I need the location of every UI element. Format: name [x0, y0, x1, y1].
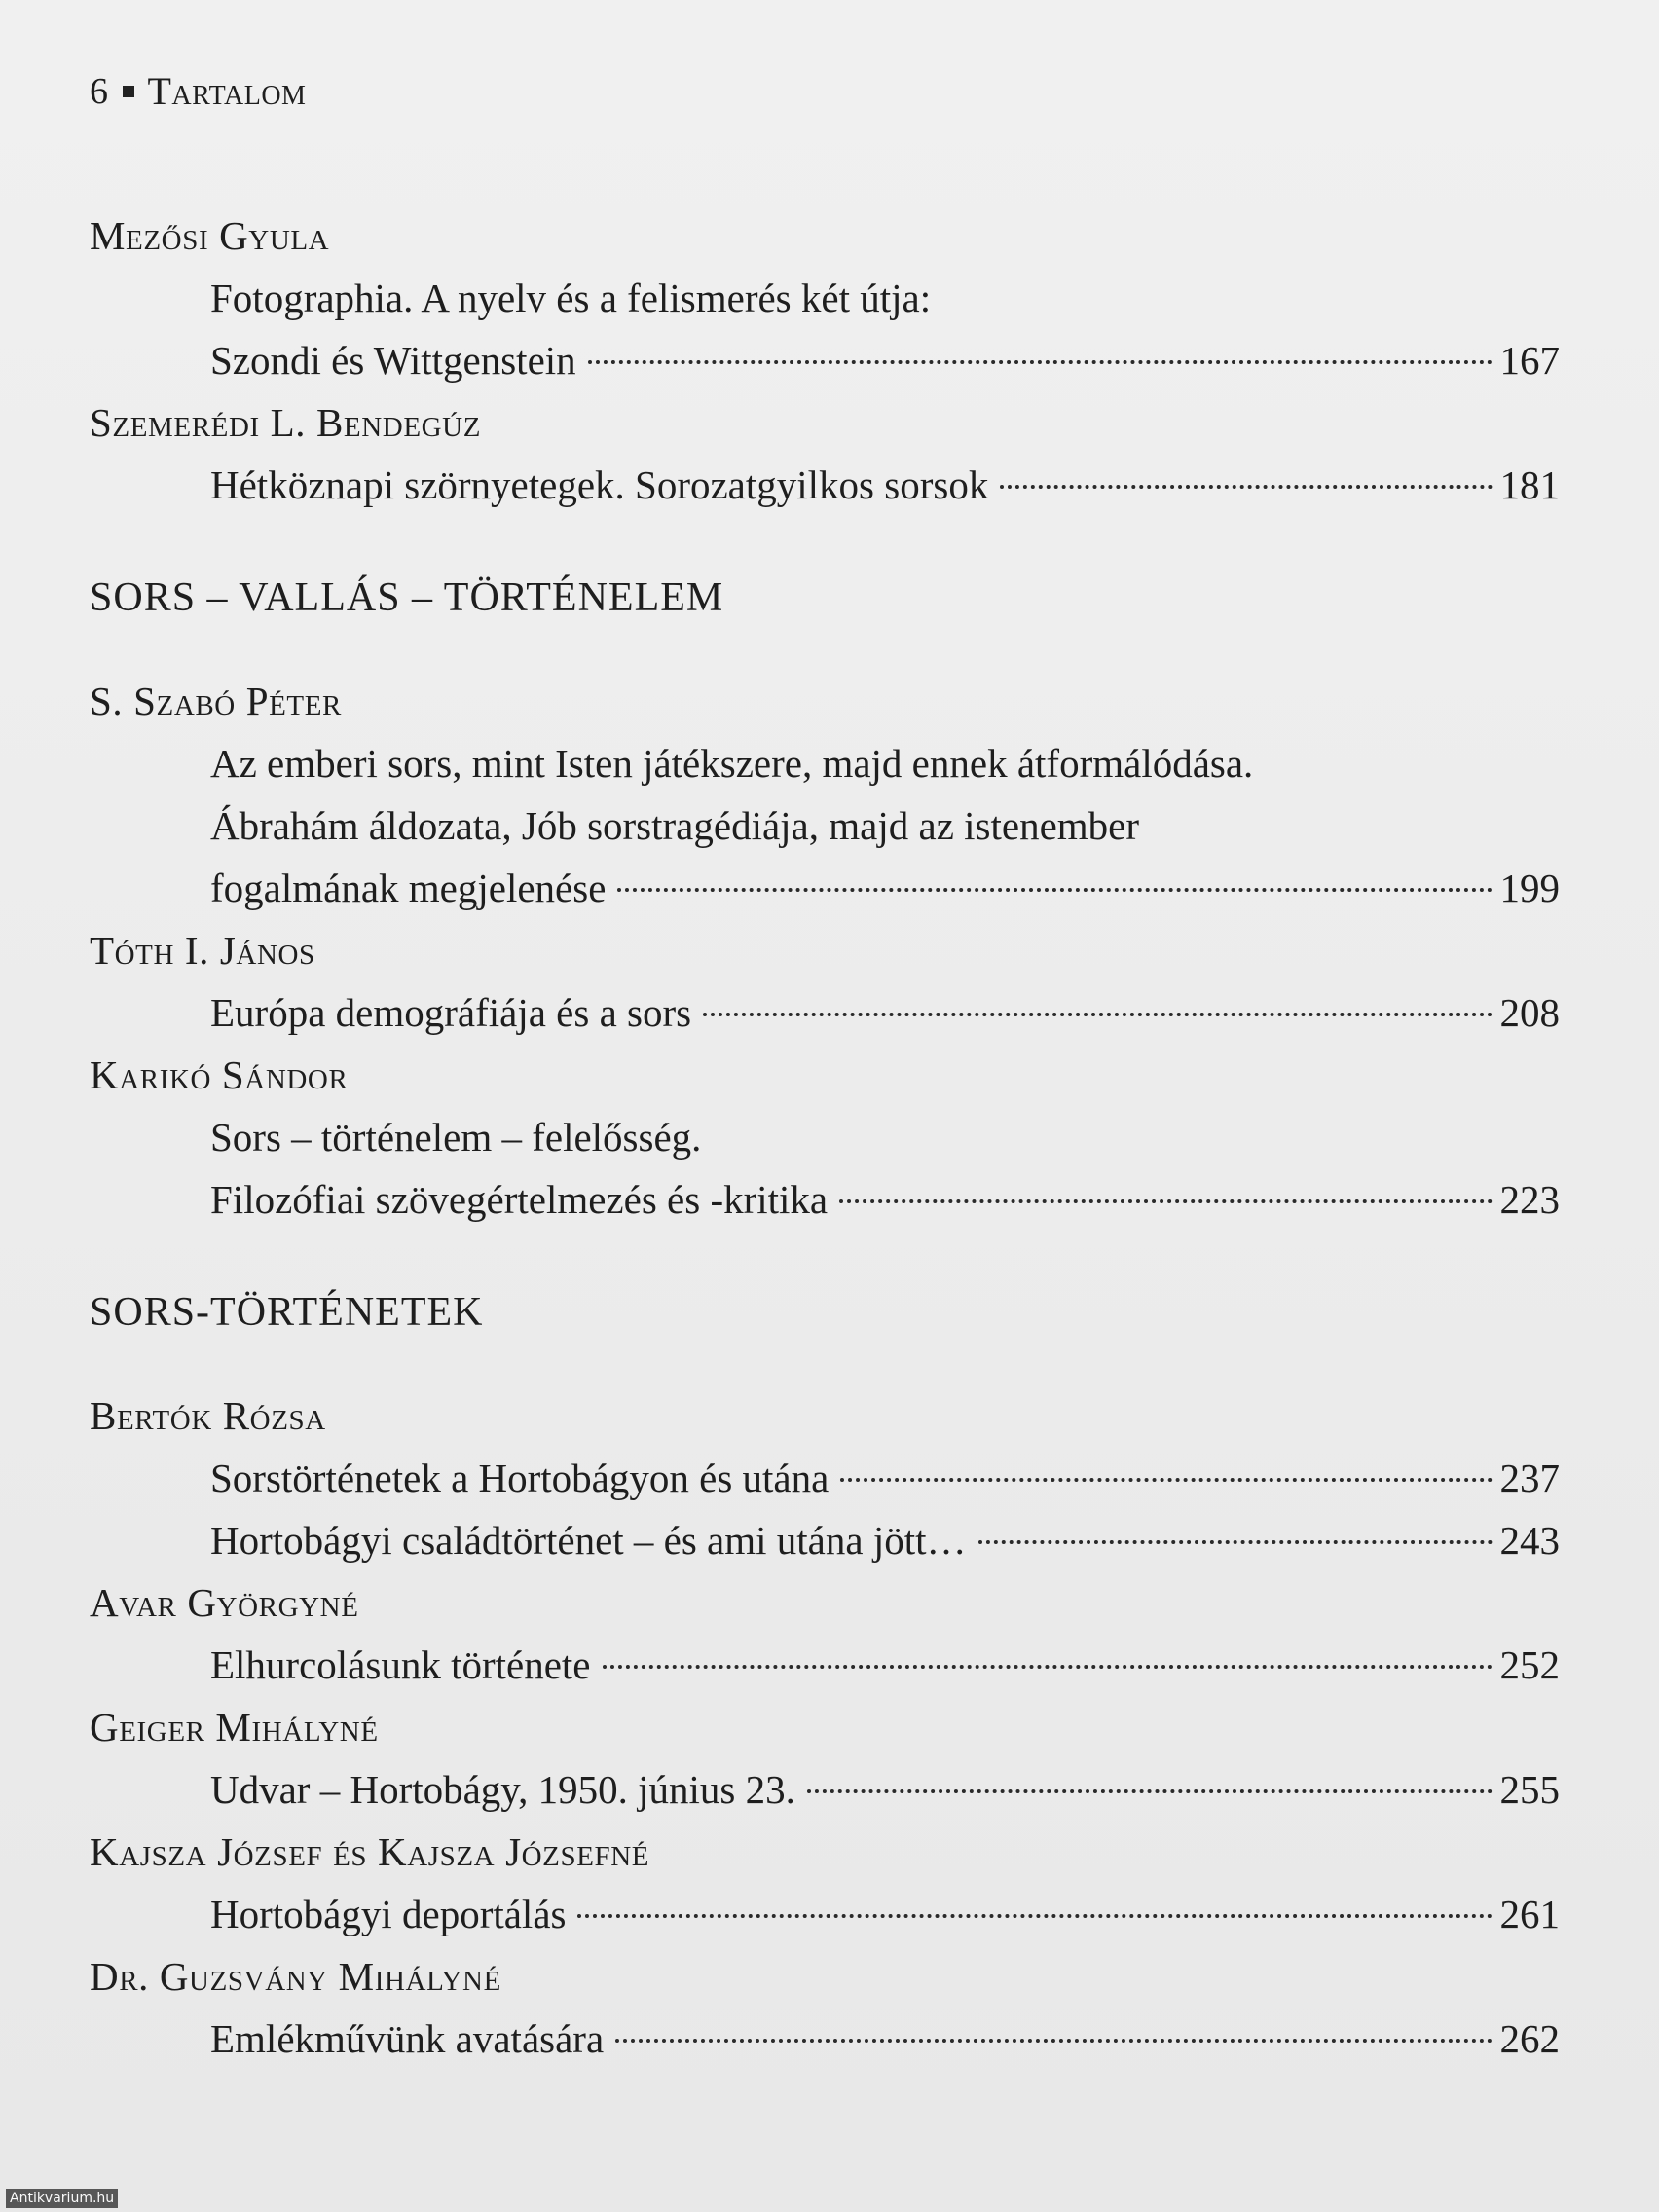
toc-entry-title-line: Elhurcolásunk története	[210, 1642, 591, 1687]
toc-page-number: 243	[1499, 1518, 1560, 1563]
toc-author: Tóth I. János	[90, 928, 315, 973]
toc-entry-last-line	[210, 454, 1560, 516]
toc-entry-last-line	[210, 857, 1560, 919]
toc-entry[interactable]	[90, 732, 1560, 919]
toc-author: S. Szabó Péter	[90, 679, 342, 723]
toc-author: Szemerédi L. Bendegúz	[90, 400, 482, 445]
toc-author: Avar Györgyné	[90, 1580, 359, 1625]
toc-entry[interactable]	[90, 1509, 1560, 1571]
page-title: Tartalom	[147, 69, 307, 113]
toc-entry[interactable]	[90, 1758, 1560, 1821]
toc-author: Karikó Sándor	[90, 1052, 349, 1097]
page-number: 6	[90, 70, 109, 112]
toc-entry[interactable]	[90, 1634, 1560, 1696]
toc-entry-title-line: Ábrahám áldozata, Jób sorstragédiája, majd az istenember	[210, 803, 1140, 848]
toc-entry-last-line	[210, 981, 1560, 1044]
toc-author: Kajsza József és Kajsza Józsefné	[90, 1829, 650, 1874]
toc-page-number: 255	[1499, 1767, 1560, 1812]
toc-section-heading: SORS-TÖRTÉNETEK	[90, 1290, 484, 1335]
toc-entry-title-line: Emlékművünk avatására	[210, 2016, 605, 2061]
toc-page-number: 252	[1499, 1642, 1560, 1687]
toc-entry-last-line	[210, 1168, 1560, 1231]
toc-page-number: 167	[1499, 338, 1560, 383]
toc-author: Geiger Mihályné	[90, 1705, 379, 1750]
toc-entry-title-line: Európa demográfiája és a sors	[210, 990, 692, 1035]
toc-entry-last-line	[210, 329, 1560, 391]
toc-entry-title-line: Szondi és Wittgenstein	[210, 338, 576, 383]
dot-leader	[703, 1013, 1492, 1016]
dot-leader	[577, 1914, 1492, 1918]
toc-entry-title-line: Hortobágyi családtörténet – és ami utána jött…	[210, 1518, 967, 1563]
toc-entry[interactable]	[90, 454, 1560, 516]
toc-entry-title-line: Hortobágyi deportálás	[210, 1892, 567, 1936]
square-bullet-icon	[123, 86, 134, 97]
toc-page-number: 199	[1499, 866, 1560, 910]
toc-entry-title-line: Udvar – Hortobágy, 1950. június 23.	[210, 1767, 795, 1812]
toc-author: Mezősi Gyula	[90, 213, 330, 258]
watermark: Antikvarium.hu	[6, 2189, 118, 2208]
toc-entry-title-line: Fotographia. A nyelv és a felismerés két útja:	[210, 276, 932, 320]
toc-entry-title-line: Sorstörténetek a Hortobágyon és utána	[210, 1456, 830, 1500]
toc-entry-last-line	[210, 1883, 1560, 1945]
dot-leader	[603, 1665, 1493, 1669]
dot-leader	[839, 1199, 1492, 1203]
toc-entry[interactable]	[90, 267, 1560, 391]
dot-leader	[617, 888, 1492, 892]
toc-entry-last-line	[210, 1634, 1560, 1696]
toc-author: Dr. Guzsvány Mihályné	[90, 1954, 501, 1999]
toc-entry-last-line	[210, 1447, 1560, 1509]
toc-entry-title-line: Sors – történelem – felelősség.	[210, 1115, 702, 1160]
toc-entry-title-line: Filozófiai szövegértelmezés és -kritika	[210, 1177, 829, 1222]
toc-entry-last-line	[210, 2008, 1560, 2070]
toc-page-number: 262	[1499, 2016, 1560, 2061]
toc-entry-title-line: Az emberi sors, mint Isten játékszere, majd ennek átformálódása.	[210, 741, 1254, 786]
toc-page-number: 261	[1499, 1892, 1560, 1936]
toc-entry[interactable]	[90, 1883, 1560, 1945]
table-of-contents	[90, 204, 1560, 2070]
page-header	[90, 68, 306, 114]
toc-page-number: 208	[1499, 990, 1560, 1035]
toc-entry-last-line	[210, 1509, 1560, 1571]
toc-entry-title-line: Hétköznapi szörnyetegek. Sorozatgyilkos sorsok	[210, 462, 989, 507]
toc-entry[interactable]	[90, 981, 1560, 1044]
dot-leader	[588, 360, 1493, 364]
toc-entry[interactable]	[90, 1106, 1560, 1231]
toc-entry[interactable]	[90, 2008, 1560, 2070]
dot-leader	[807, 1789, 1493, 1793]
dot-leader	[840, 1478, 1492, 1482]
toc-author: Bertók Rózsa	[90, 1393, 326, 1438]
toc-page-number: 181	[1499, 462, 1560, 507]
toc-entry-last-line	[210, 1758, 1560, 1821]
toc-section-heading: SORS – VALLÁS – TÖRTÉNELEM	[90, 575, 724, 620]
toc-entry[interactable]	[90, 1447, 1560, 1509]
dot-leader	[615, 2039, 1492, 2043]
toc-entry-title-line: fogalmának megjelenése	[210, 866, 607, 910]
dot-leader	[978, 1540, 1493, 1544]
toc-page-number: 237	[1499, 1456, 1560, 1500]
dot-leader	[1000, 485, 1492, 489]
toc-page-number: 223	[1499, 1177, 1560, 1222]
